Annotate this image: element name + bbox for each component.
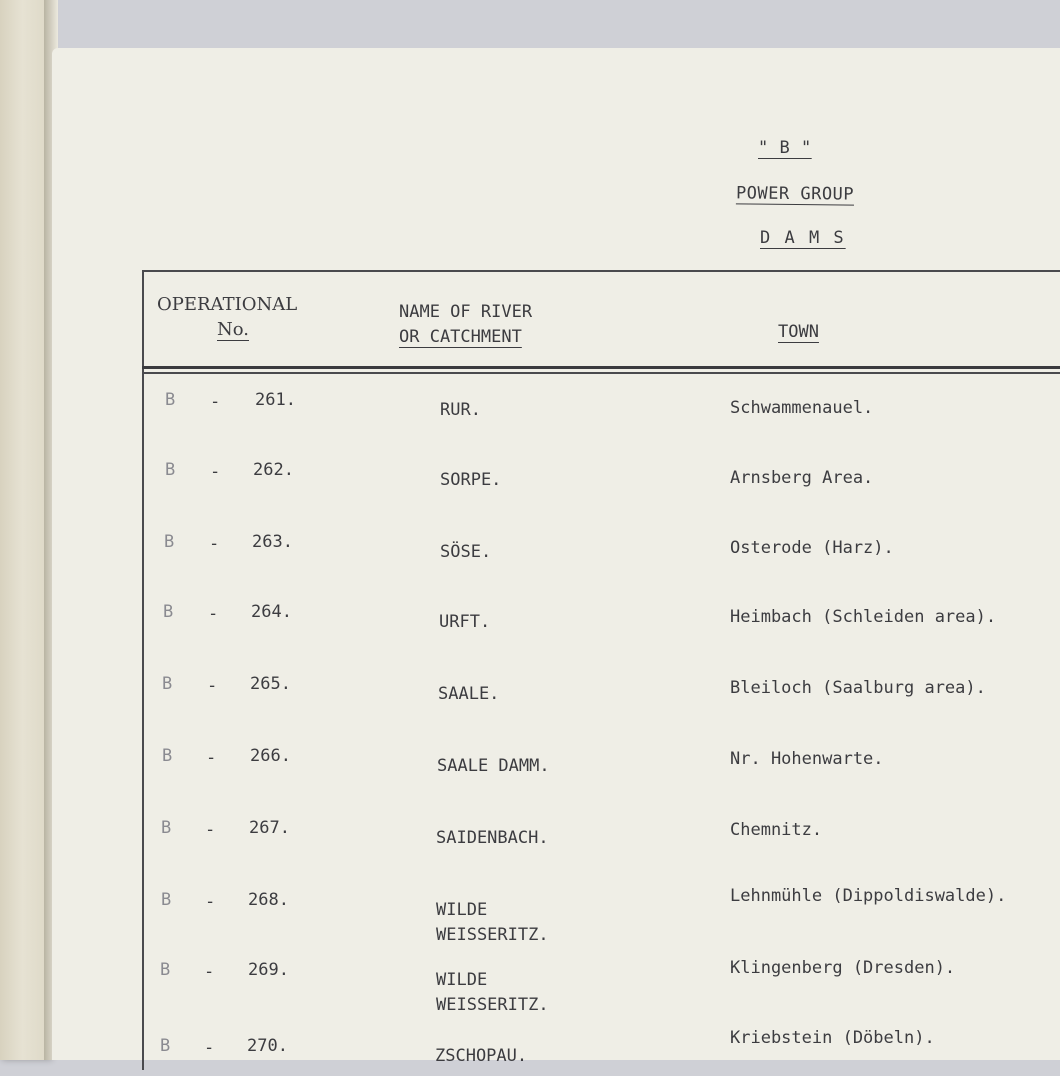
row-prefix: B [162, 746, 173, 766]
row-river-line: WILDE [436, 900, 488, 920]
row-river [440, 540, 491, 565]
row-town: Nr. Hohenwarte. [730, 749, 884, 769]
table-row [0, 818, 1060, 858]
row-number: 267. [249, 818, 290, 838]
row-number: 268. [248, 890, 289, 910]
section-title: D A M S [760, 228, 846, 248]
row-river-line: RUR. [440, 400, 481, 420]
row-river-line: WEISSERITZ. [436, 925, 549, 945]
row-river-line: SAALE DAMM. [437, 756, 550, 776]
col-river-label-2: OR CATCHMENT [399, 327, 522, 347]
row-river-line: ZSCHOPAU. [435, 1046, 528, 1066]
table-row [0, 390, 1060, 430]
row-dash: - [209, 534, 220, 554]
table-row [0, 886, 1060, 945]
row-prefix: B [160, 1036, 171, 1056]
row-river [440, 468, 501, 493]
table-row [0, 1028, 1060, 1076]
row-prefix: B [165, 460, 176, 480]
row-river-line: SAIDENBACH. [436, 828, 549, 848]
row-river [435, 1044, 527, 1069]
row-river-line: WEISSERITZ. [436, 995, 549, 1015]
col-operational-label: OPERATIONAL [157, 294, 298, 315]
row-river [436, 826, 549, 851]
row-prefix: B [160, 960, 171, 980]
table-row [0, 602, 1060, 642]
row-town: Lehnmühle (Dippoldiswalde). [730, 886, 1007, 906]
row-number: 262. [253, 460, 294, 480]
row-town: Kriebstein (Döbeln). [730, 1028, 935, 1048]
row-river-line: SAALE. [438, 684, 500, 704]
row-river-line: WILDE [436, 970, 488, 990]
row-prefix: B [162, 674, 173, 694]
row-prefix: B [163, 602, 174, 622]
table-row [0, 958, 1060, 1015]
row-number: 269. [248, 960, 289, 980]
row-river [437, 754, 550, 779]
table-row [0, 746, 1060, 786]
row-town: Osterode (Harz). [730, 538, 894, 558]
row-dash: - [207, 676, 218, 696]
row-number: 265. [250, 674, 291, 694]
row-number: 261. [255, 390, 296, 410]
group-title: POWER GROUP [735, 183, 855, 205]
row-town: Bleiloch (Saalburg area). [730, 678, 986, 698]
group-letter: " B " [758, 138, 812, 158]
header-rule [142, 366, 1060, 369]
col-no-label: No. [217, 319, 249, 340]
row-dash: - [210, 462, 221, 482]
col-river [399, 300, 532, 350]
row-dash: - [204, 962, 215, 982]
table-row [0, 674, 1060, 714]
table-row [0, 460, 1060, 500]
row-dash: - [210, 392, 221, 412]
row-river [436, 898, 549, 948]
row-number: 264. [251, 602, 292, 622]
row-river [440, 398, 481, 423]
row-river [439, 610, 490, 635]
row-number: 263. [252, 532, 293, 552]
row-dash: - [206, 748, 217, 768]
row-prefix: B [161, 818, 172, 838]
col-operational-no [157, 292, 297, 342]
row-town: Heimbach (Schleiden area). [730, 607, 997, 627]
row-town: Schwammenauel. [730, 398, 874, 418]
row-river-line: URFT. [439, 612, 491, 632]
row-dash: - [205, 892, 216, 912]
row-prefix: B [164, 532, 175, 552]
table-row [0, 532, 1060, 572]
row-town: Arnsberg Area. [730, 468, 874, 488]
col-town: TOWN [778, 322, 819, 342]
row-river-line: SÖSE. [440, 542, 492, 562]
row-number: 266. [250, 746, 291, 766]
row-number: 270. [247, 1036, 288, 1056]
row-dash: - [208, 604, 219, 624]
row-dash: - [204, 1038, 215, 1058]
row-prefix: B [161, 890, 172, 910]
row-prefix: B [165, 390, 176, 410]
row-town: Chemnitz. [730, 820, 823, 840]
col-river-label-1: NAME OF RIVER [399, 302, 533, 322]
row-dash: - [205, 820, 216, 840]
row-river [438, 682, 499, 707]
row-town: Klingenberg (Dresden). [730, 958, 956, 978]
row-river-line: SORPE. [440, 470, 502, 490]
row-river [436, 968, 549, 1018]
